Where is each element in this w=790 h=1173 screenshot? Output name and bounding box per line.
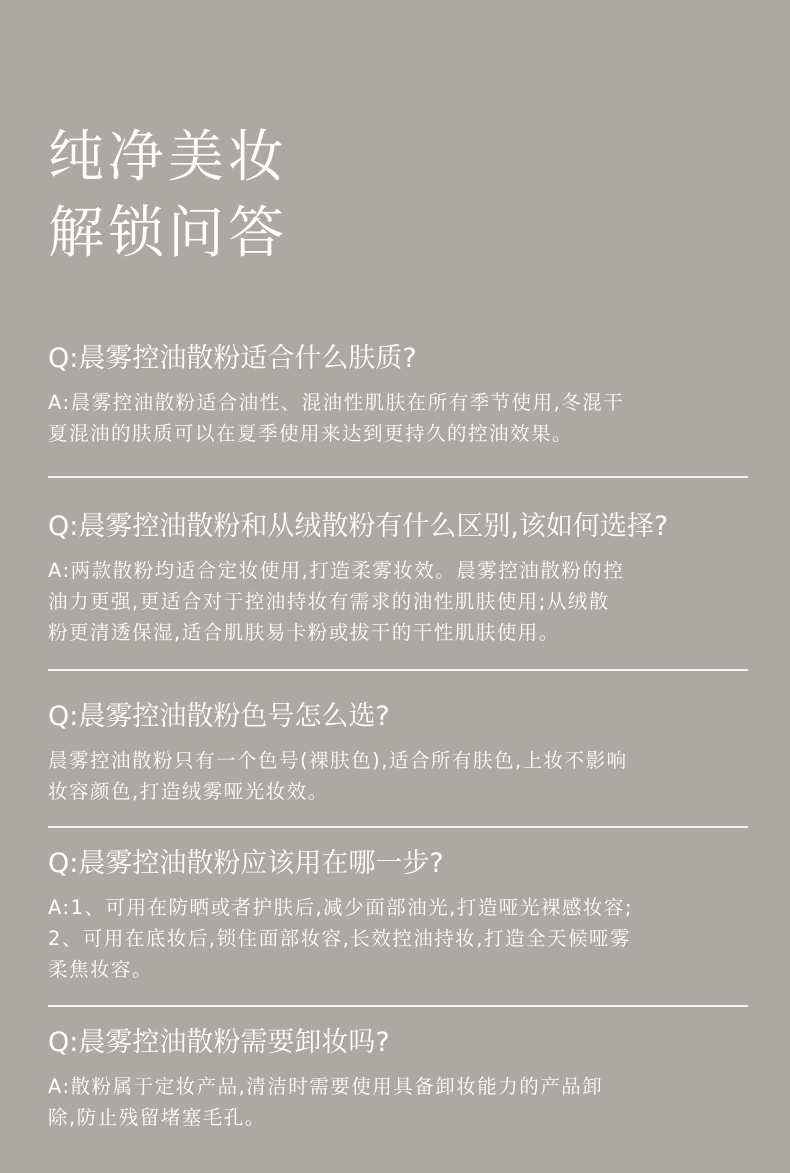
faq-answer-line: A:散粉属于定妆产品,清洁时需要使用具备卸妆能力的产品卸 bbox=[48, 1075, 604, 1098]
faq-divider bbox=[48, 826, 748, 828]
faq-answer-line: 夏混油的肤质可以在夏季使用来达到更持久的控油效果。 bbox=[48, 422, 574, 445]
faq-answer-line: 2、可用在底妆后,锁住面部妆容,长效控油持妆,打造全天候哑雾 bbox=[48, 927, 632, 950]
faq-question: Q:晨雾控油散粉应该用在哪一步? bbox=[48, 848, 444, 879]
faq-answer bbox=[48, 387, 748, 449]
faq-item-difference bbox=[48, 509, 748, 648]
faq-item-usage-step bbox=[48, 846, 748, 985]
faq-divider bbox=[48, 669, 748, 671]
faq-answer bbox=[48, 1071, 748, 1133]
faq-answer-line: A:晨雾控油散粉适合油性、混油性肌肤在所有季节使用,冬混干 bbox=[48, 391, 625, 414]
faq-answer-line: 除,防止残留堵塞毛孔。 bbox=[48, 1106, 266, 1129]
faq-answer bbox=[48, 892, 748, 985]
faq-divider bbox=[48, 476, 748, 478]
faq-item-makeup-removal bbox=[48, 1025, 748, 1133]
faq-question: Q:晨雾控油散粉需要卸妆吗? bbox=[48, 1027, 390, 1058]
faq-divider bbox=[48, 1005, 748, 1007]
faq-question: Q:晨雾控油散粉适合什么肤质? bbox=[48, 343, 417, 374]
faq-answer-line: 晨雾控油散粉只有一个色号(裸肤色),适合所有肤色,上妆不影响 bbox=[48, 749, 628, 772]
faq-answer-line: A:1、可用在防晒或者护肤后,减少面部油光,打造哑光裸感妆容; bbox=[48, 896, 633, 919]
faq-question: Q:晨雾控油散粉色号怎么选? bbox=[48, 701, 390, 732]
faq-answer-line: A:两款散粉均适合定妆使用,打造柔雾妆效。晨雾控油散粉的控 bbox=[48, 559, 625, 582]
faq-answer-line: 粉更清透保湿,适合肌肤易卡粉或拔干的干性肌肤使用。 bbox=[48, 621, 560, 644]
faq-answer-line: 妆容颜色,打造绒雾哑光妆效。 bbox=[48, 780, 329, 803]
faq-question: Q:晨雾控油散粉和从绒散粉有什么区别,该如何选择? bbox=[48, 511, 669, 542]
page-title bbox=[48, 120, 288, 272]
page-title-line-1: 纯净美妆 bbox=[48, 125, 288, 190]
page-title-line-2: 解锁问答 bbox=[48, 201, 288, 266]
faq-item-skin-type bbox=[48, 341, 748, 449]
faq-answer bbox=[48, 745, 748, 807]
faq-answer bbox=[48, 555, 748, 648]
faq-item-shade bbox=[48, 699, 748, 807]
faq-answer-line: 柔焦妆容。 bbox=[48, 958, 154, 981]
faq-answer-line: 油力更强,更适合对于控油持妆有需求的油性肌肤使用;从绒散 bbox=[48, 590, 610, 613]
